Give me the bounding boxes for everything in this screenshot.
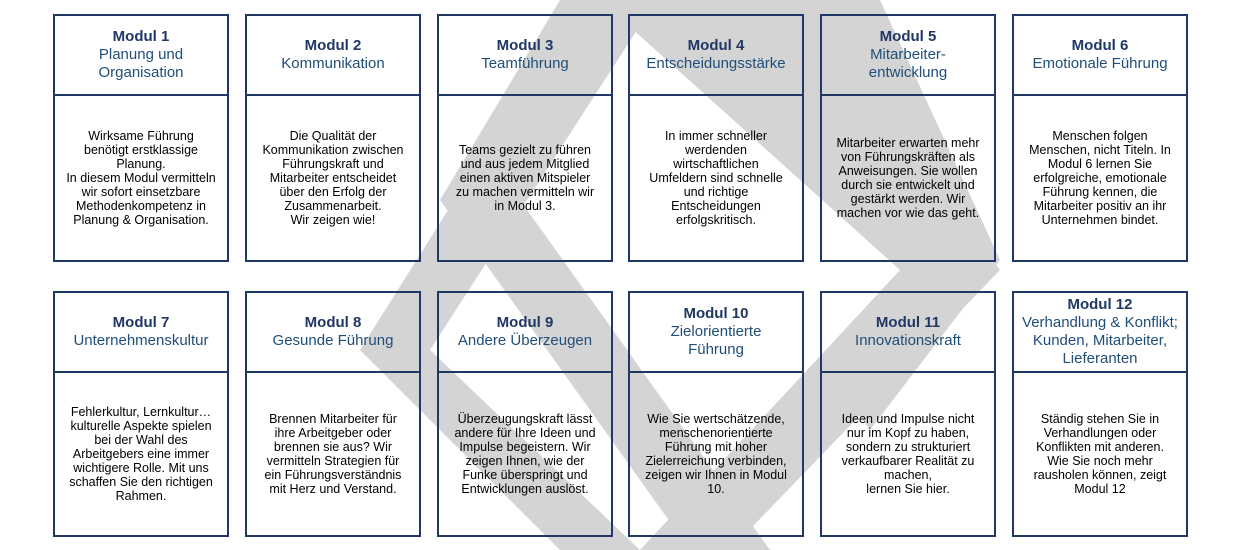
module-description: Menschen folgen Menschen, nicht Titeln. In Modul 6 lernen Sie erfolgreiche, emotionale Führung kennen, die Mitarbeiter positiv an ihr Unternehmen bindet.: [1029, 129, 1171, 227]
module-header: [247, 293, 419, 373]
module-card-4: [628, 14, 804, 262]
module-card-2: [245, 14, 421, 262]
module-number: Modul 10: [683, 305, 749, 322]
module-title: Verhandlung & Konflikt; Kunden, Mitarbeiter, Lieferanten: [1022, 314, 1178, 367]
module-title: Teamführung: [481, 55, 569, 72]
module-header: [1014, 293, 1186, 373]
module-number: Modul 1: [112, 28, 170, 45]
module-header: [822, 293, 994, 373]
module-description: Wie Sie wertschätzende, menschenorientierte Führung mit hoher Zielerreichung verbinden, zeigen wir Ihnen in Modul 10.: [645, 412, 787, 496]
module-header: [822, 16, 994, 96]
module-title: Andere Überzeugen: [457, 332, 593, 349]
module-description: Wirksame Führung benötigt erstklassige Planung. In diesem Modul vermitteln wir sofort einsetzbare Methodenkompetenz in Planung & Organisation.: [66, 129, 216, 227]
module-description: Ideen und Impulse nicht nur im Kopf zu haben, sondern zu strukturiert verkaufbarer Realität zu machen, lernen Sie hier.: [841, 412, 975, 496]
module-description: In immer schneller werdenden wirtschaftlichen Umfeldern sind schnelle und richtige Entscheidungen erfolgskritisch.: [649, 129, 783, 227]
module-number: Modul 8: [304, 314, 362, 331]
module-header: [1014, 16, 1186, 96]
module-title: Innovationskraft: [855, 332, 961, 349]
module-description: Ständig stehen Sie in Verhandlungen oder Konflikten mit anderen. Wie Sie noch mehr rausholen können, zeigt Modul 12: [1033, 412, 1167, 496]
module-title: Entscheidungsstärke: [646, 55, 786, 72]
module-number: Modul 3: [496, 37, 554, 54]
module-header: [55, 16, 227, 96]
module-header: [55, 293, 227, 373]
module-number: Modul 7: [112, 314, 170, 331]
module-description: Teams gezielt zu führen und aus jedem Mitglied einen aktiven Mitspieler zu machen vermitteln wir in Modul 3.: [455, 143, 595, 213]
module-description: Brennen Mitarbeiter für ihre Arbeitgeber oder brennen sie aus? Wir vermitteln Strategien für ein Führungsverständnis mit Herz und Verstand.: [264, 412, 402, 496]
module-card-9: [437, 291, 613, 537]
module-number: Modul 6: [1071, 37, 1129, 54]
module-card-12: [1012, 291, 1188, 537]
module-number: Modul 4: [687, 37, 745, 54]
module-card-5: [820, 14, 996, 262]
module-header: [439, 293, 611, 373]
module-number: Modul 2: [304, 37, 362, 54]
module-description: Fehlerkultur, Lernkultur… kulturelle Aspekte spielen bei der Wahl des Arbeitgebers eine immer wichtigere Rolle. Mit uns schaffen Sie den richtigen Rahmen.: [69, 405, 213, 503]
module-card-1: [53, 14, 229, 262]
module-header: [630, 16, 802, 96]
module-title: Unternehmenskultur: [73, 332, 209, 349]
module-number: Modul 9: [496, 314, 554, 331]
module-description: Mitarbeiter erwarten mehr von Führungskräften als Anweisungen. Sie wollen durch sie entwickelt und gestärkt werden. Wir machen vor wie das geht.: [836, 136, 980, 220]
module-title: Emotionale Führung: [1032, 55, 1168, 72]
module-header: [439, 16, 611, 96]
module-card-8: [245, 291, 421, 537]
module-card-10: [628, 291, 804, 537]
module-header: [247, 16, 419, 96]
module-title: Zielorientierte Führung: [670, 323, 762, 358]
module-number: Modul 5: [879, 28, 937, 45]
module-title: Gesunde Führung: [272, 332, 394, 349]
module-card-11: [820, 291, 996, 537]
module-number: Modul 11: [875, 314, 941, 331]
module-description: Die Qualität der Kommunikation zwischen Führungskraft und Mitarbeiter entscheidet über den Erfolg der Zusammenarbeit. Wir zeigen wie!: [262, 129, 404, 227]
module-number: Modul 12: [1067, 296, 1133, 313]
module-card-3: [437, 14, 613, 262]
module-card-6: [1012, 14, 1188, 262]
module-title: Kommunikation: [281, 55, 385, 72]
module-header: [630, 293, 802, 373]
module-description: Überzeugungskraft lässt andere für Ihre Ideen und Impulse begeistern. Wir zeigen Ihnen, wie der Funke überspringt und Entwicklungen auslöst.: [454, 412, 596, 496]
module-card-7: [53, 291, 229, 537]
module-title: Planung und Organisation: [98, 46, 184, 81]
module-title: Mitarbeiter- entwicklung: [868, 46, 948, 81]
